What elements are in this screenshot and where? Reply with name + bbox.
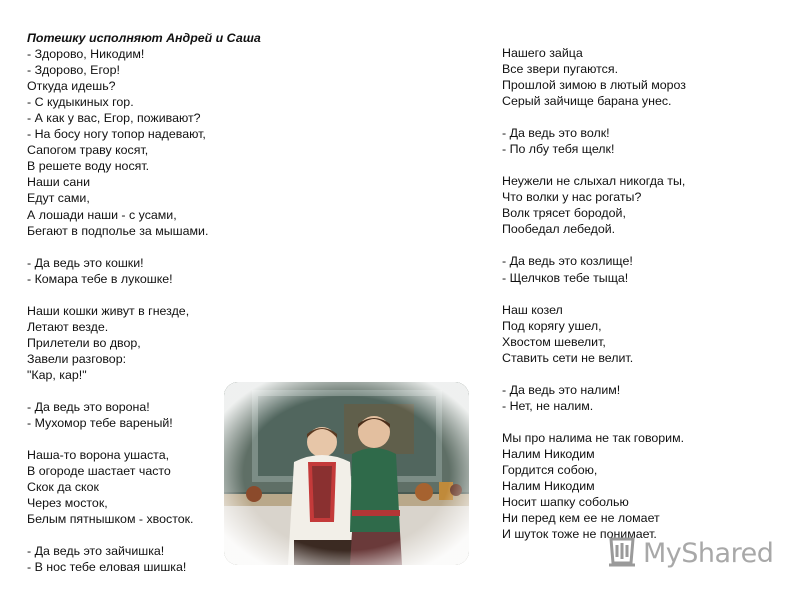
- poem-line: - Мухомор тебе вареный!: [27, 415, 173, 430]
- poem-line: - Да ведь это кошки!: [27, 255, 144, 270]
- poem-line: - По лбу тебя щелк!: [502, 142, 615, 157]
- poem-line: [502, 237, 686, 253]
- poem-line: Носит шапку соболью: [502, 495, 629, 510]
- poem-line: Через мосток,: [27, 496, 108, 511]
- poem-line: И шуток тоже не понимает.: [502, 527, 657, 542]
- poem-line: - Здорово, Егор!: [27, 63, 120, 78]
- poem-line: - С кудыкиных гор.: [27, 95, 134, 110]
- poem-line: Завели разговор:: [27, 351, 127, 366]
- poem-line: Пообедал лебедой.: [502, 222, 616, 237]
- poem-line: [502, 414, 686, 430]
- poem-line: Хвостом шевелит,: [502, 334, 606, 349]
- myshared-logo-icon: [605, 533, 639, 574]
- poem-line: - Здорово, Никодим!: [27, 47, 145, 62]
- poem-line: Белым пятнышком - хвосток.: [27, 512, 194, 527]
- poem-line: Волк трясет бородой,: [502, 206, 626, 221]
- poem-line: Летают везде.: [27, 319, 109, 334]
- poem-line: - На босу ногу топор надевают,: [27, 127, 206, 142]
- poem-line: Что волки у нас рогаты?: [502, 190, 642, 205]
- poem-line: - Да ведь это ворона!: [27, 399, 150, 414]
- poem-line: - Да ведь это козлище!: [502, 254, 633, 269]
- poem-line: Неужели не слыхал никогда ты,: [502, 174, 686, 189]
- poem-line: [27, 287, 261, 303]
- poem-line: - В нос тебе еловая шишка!: [27, 560, 187, 575]
- poem-line: [502, 157, 686, 173]
- poem-line: Наш козел: [502, 302, 563, 317]
- poem-line: Налим Никодим: [502, 478, 595, 493]
- right-poem-column: [502, 45, 686, 542]
- poem-line: - Щелчков тебе тыща!: [502, 270, 629, 285]
- poem-line: - Нет, не налим.: [502, 398, 594, 413]
- poem-line: Сапогом траву косят,: [27, 143, 149, 158]
- poem-line: Прилетели во двор,: [27, 335, 141, 350]
- photo-two-boys-folk-costumes: [224, 382, 469, 565]
- poem-line: Скок да скок: [27, 480, 99, 495]
- poem-line: Прошлой зимою в лютый мороз: [502, 78, 686, 93]
- poem-line: [502, 286, 686, 302]
- poem-line: А лошади наши - с усами,: [27, 207, 177, 222]
- poem-line: [27, 239, 261, 255]
- poem-line: Мы про налима не так говорим.: [502, 430, 685, 445]
- poem-line: Наши сани: [27, 175, 90, 190]
- poem-line: Под корягу ушел,: [502, 318, 602, 333]
- poem-line: "Кар, кар!": [27, 367, 87, 382]
- poem-line: Ставить сети не велит.: [502, 350, 634, 365]
- poem-line: Гордится собою,: [502, 462, 598, 477]
- poem-line: В огороде шастает часто: [27, 464, 171, 479]
- poem-line: Едут сами,: [27, 191, 90, 206]
- poem-line: Откуда идешь?: [27, 79, 116, 94]
- poem-line: Наши кошки живут в гнезде,: [27, 303, 190, 318]
- poem-line: Наша-то ворона ушаста,: [27, 448, 170, 463]
- poem-line: - Да ведь это зайчишка!: [27, 544, 165, 559]
- poem-line: [502, 109, 686, 125]
- poem-line: - Комара тебе в лукошке!: [27, 271, 173, 286]
- poem-line: Все звери пугаются.: [502, 62, 619, 77]
- poem-line: [502, 366, 686, 382]
- poem-line: - Да ведь это волк!: [502, 126, 610, 141]
- poem-line: - Да ведь это налим!: [502, 382, 621, 397]
- myshared-logo-text: MyShared: [643, 537, 774, 569]
- poem-line: В решете воду носят.: [27, 159, 150, 174]
- poem-line: Серый зайчище барана унес.: [502, 94, 672, 109]
- poem-line: Нашего зайца: [502, 46, 583, 60]
- poem-line: Бегают в подполье за мышами.: [27, 223, 209, 238]
- poem-line: Налим Никодим: [502, 446, 595, 461]
- poem-line: - А как у вас, Егор, поживают?: [27, 111, 201, 126]
- poem-title: Потешку исполняют Андрей и Саша: [27, 31, 261, 45]
- poem-line: Ни перед кем ее не ломает: [502, 511, 660, 526]
- myshared-logo: [605, 533, 774, 573]
